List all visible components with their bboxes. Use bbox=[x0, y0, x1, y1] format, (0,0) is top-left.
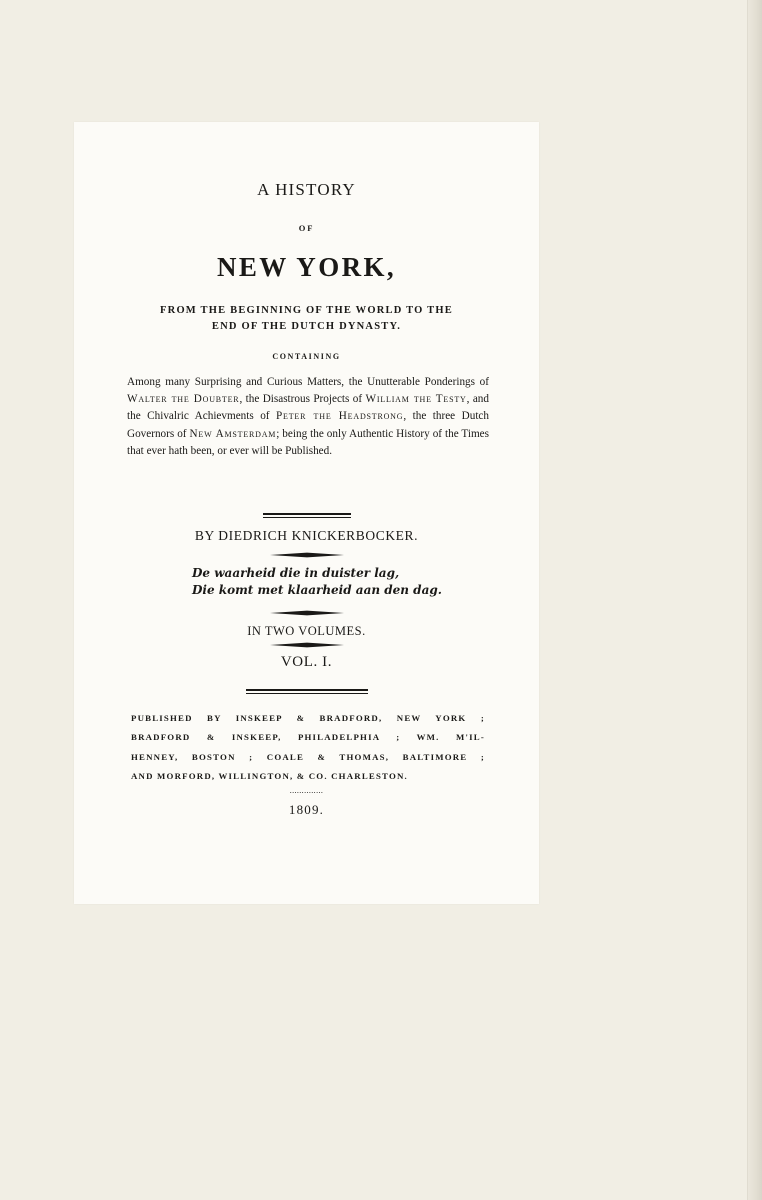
description-text-4: , the three Dutch Governors of bbox=[127, 410, 489, 440]
imprint-line-1: PUBLISHED BY INSKEEP & BRADFORD, NEW YORK ; bbox=[131, 713, 485, 723]
author-line: BY DIEDRICH KNICKERBOCKER. bbox=[194, 528, 419, 543]
title-page bbox=[74, 122, 539, 904]
imprint-line-3: HENNEY, BOSTON ; COALE & THOMAS, BALTIMORE ; bbox=[131, 751, 485, 762]
subtitle-line-1: FROM THE BEGINNING OF THE WORLD TO THE bbox=[160, 305, 453, 316]
subtitle bbox=[126, 303, 487, 335]
motto-line-1: De waarheid die in duister lag, bbox=[192, 566, 400, 580]
title-line-2: NEW YORK, bbox=[216, 252, 397, 282]
tapered-rule-1 bbox=[270, 552, 344, 558]
containing-label: CONTAINING bbox=[272, 352, 341, 361]
volumes-line: IN TWO VOLUMES. bbox=[247, 624, 366, 638]
name-amsterdam: New Amsterdam bbox=[189, 427, 277, 440]
name-walter: Walter the Doubter bbox=[127, 393, 240, 406]
imprint bbox=[131, 709, 485, 787]
title-line-1: A HISTORY bbox=[257, 180, 356, 199]
dutch-motto bbox=[192, 565, 452, 599]
double-rule-bottom bbox=[246, 689, 368, 694]
tapered-rule-3 bbox=[270, 642, 344, 648]
tapered-rule-2 bbox=[270, 610, 344, 616]
page-edge bbox=[747, 0, 762, 1200]
ornament-dots: .............. bbox=[289, 786, 324, 795]
description-text-2: , the Disastrous Projects of bbox=[239, 393, 366, 406]
volume-number: VOL. I. bbox=[280, 654, 333, 670]
imprint-line-4: AND MORFORD, WILLINGTON, & CO. CHARLESTON. bbox=[131, 771, 408, 782]
subtitle-line-2: END OF THE DUTCH DYNASTY. bbox=[211, 321, 402, 332]
name-peter: Peter the Headstrong bbox=[276, 410, 404, 423]
double-rule-top bbox=[263, 513, 351, 518]
motto-line-2: Die komt met klaarheid aan den dag. bbox=[192, 583, 442, 597]
description-text-5: ; being the only Authentic History of the Times that ever hath been, or ever will be Published. bbox=[127, 427, 490, 457]
imprint-line-2: BRADFORD & INSKEEP, PHILADELPHIA ; WM. M'IL- bbox=[131, 732, 485, 743]
title-of: OF bbox=[298, 223, 315, 233]
description-paragraph bbox=[127, 374, 489, 460]
description-text-1: Among many Surprising and Curious Matters, the Unutterable Ponderings of bbox=[127, 376, 489, 388]
description-text-3: , and the Chivalric Achievments of bbox=[127, 393, 489, 423]
publication-year: 1809. bbox=[288, 802, 325, 817]
name-william: William the Testy bbox=[365, 393, 467, 406]
